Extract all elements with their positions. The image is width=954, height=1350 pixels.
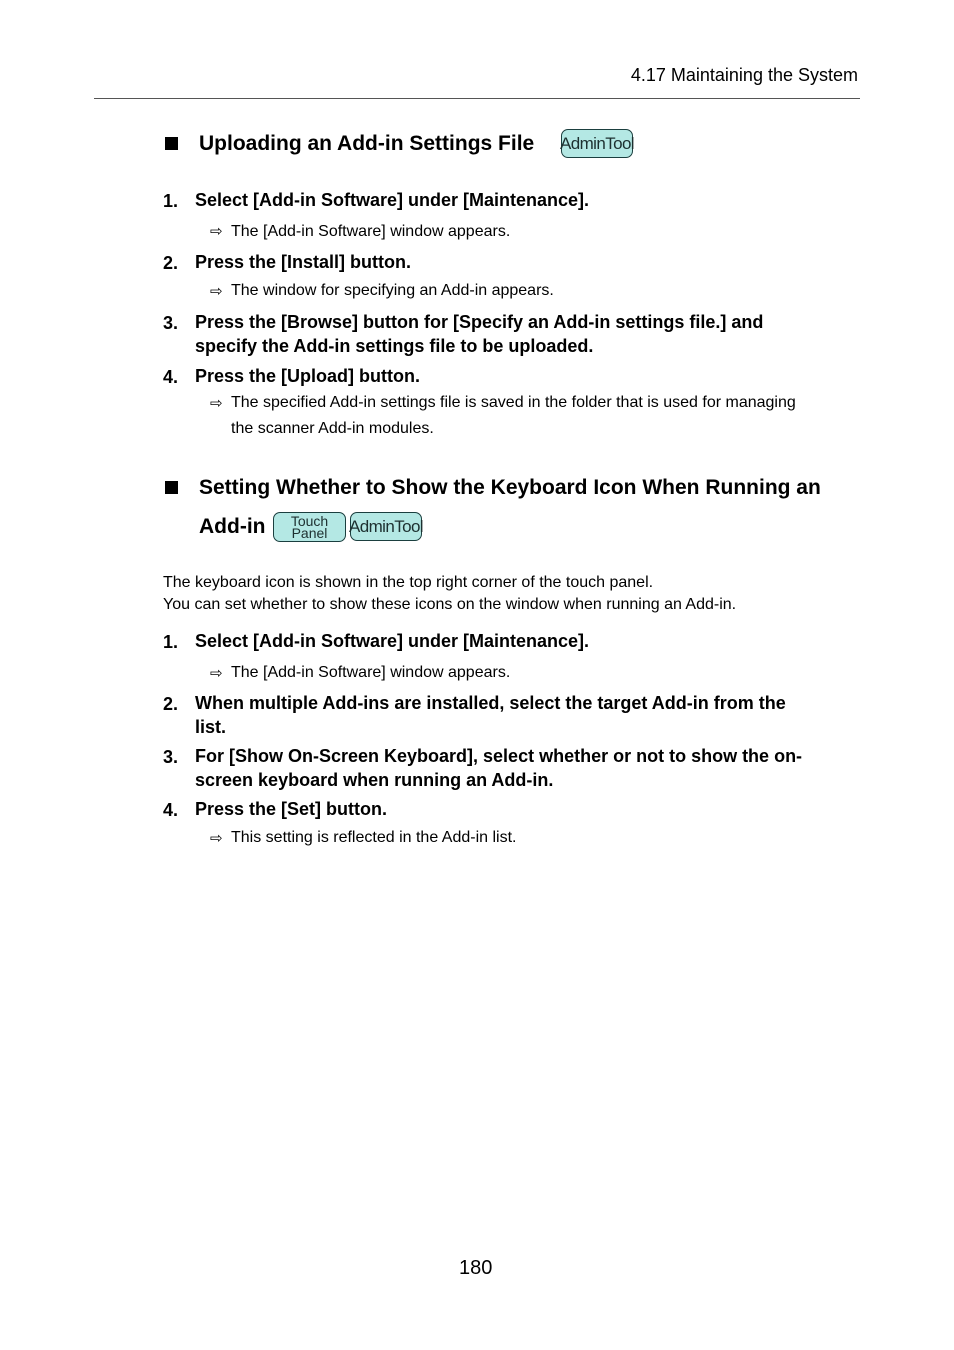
step-text: Select [Add-in Software] under [Maintenance]. <box>195 190 590 210</box>
step-number: 4. <box>163 800 179 820</box>
step-result: The [Add-in Software] window appears. <box>231 664 511 681</box>
admin-tool-badge-label: AdminTool <box>560 133 634 153</box>
section1-title: Uploading an Add-in Settings File <box>199 132 535 155</box>
step-number: 1. <box>163 632 179 652</box>
admin-tool-badge <box>350 512 422 541</box>
step-text: When multiple Add-ins are installed, select the target Add-in from the <box>195 693 786 713</box>
step-result: This setting is reflected in the Add-in list. <box>231 829 517 846</box>
step-number: 3. <box>163 313 179 333</box>
step-text: For [Show On-Screen Keyboard], select whether or not to show the on- <box>195 746 803 766</box>
section2-title: Setting Whether to Show the Keyboard Icon When Running an <box>199 476 821 499</box>
step-result: The specified Add-in settings file is saved in the folder that is used for managing <box>231 394 796 411</box>
black-square-icon <box>165 481 178 494</box>
black-square-icon <box>165 137 178 150</box>
result-arrow-icon: ⇨ <box>210 665 223 682</box>
result-arrow-icon: ⇨ <box>210 223 223 240</box>
section2-title-continued: Add-in <box>199 515 266 538</box>
running-header: 4.17 Maintaining the System <box>630 65 858 85</box>
result-arrow-icon: ⇨ <box>210 830 223 847</box>
step-number: 2. <box>163 694 179 714</box>
step-number: 3. <box>163 747 179 767</box>
intro-text: You can set whether to show these icons on the window when running an Add-in. <box>163 596 737 613</box>
step-text: list. <box>195 717 227 737</box>
step-text: Press the [Install] button. <box>195 252 412 272</box>
step-number: 4. <box>163 367 179 387</box>
step-result: the scanner Add-in modules. <box>231 420 434 437</box>
step-number: 1. <box>163 191 179 211</box>
step-text: Press the [Set] button. <box>195 799 388 819</box>
touch-panel-badge-line2: Panel <box>291 525 328 541</box>
step-text: Press the [Browse] button for [Specify an Add-in settings file.] and <box>195 312 764 332</box>
result-arrow-icon: ⇨ <box>210 395 223 412</box>
step-text: screen keyboard when running an Add-in. <box>195 770 554 790</box>
touch-panel-badge <box>273 512 346 542</box>
result-arrow-icon: ⇨ <box>210 283 223 300</box>
step-text: Press the [Upload] button. <box>195 366 420 386</box>
touch-panel-badge-line1: Touch <box>290 513 329 529</box>
step-text: Select [Add-in Software] under [Maintenance]. <box>195 631 590 651</box>
step-text: specify the Add-in settings file to be uploaded. <box>195 336 594 356</box>
intro-text: The keyboard icon is shown in the top right corner of the touch panel. <box>163 574 654 591</box>
step-result: The window for specifying an Add-in appears. <box>231 282 554 299</box>
step-result: The [Add-in Software] window appears. <box>231 223 511 240</box>
header-rule <box>94 98 860 99</box>
step-number: 2. <box>163 253 179 273</box>
page-number: 180 <box>459 1257 493 1279</box>
admin-tool-badge <box>561 129 633 158</box>
admin-tool-badge-label: AdminTool <box>349 516 423 536</box>
